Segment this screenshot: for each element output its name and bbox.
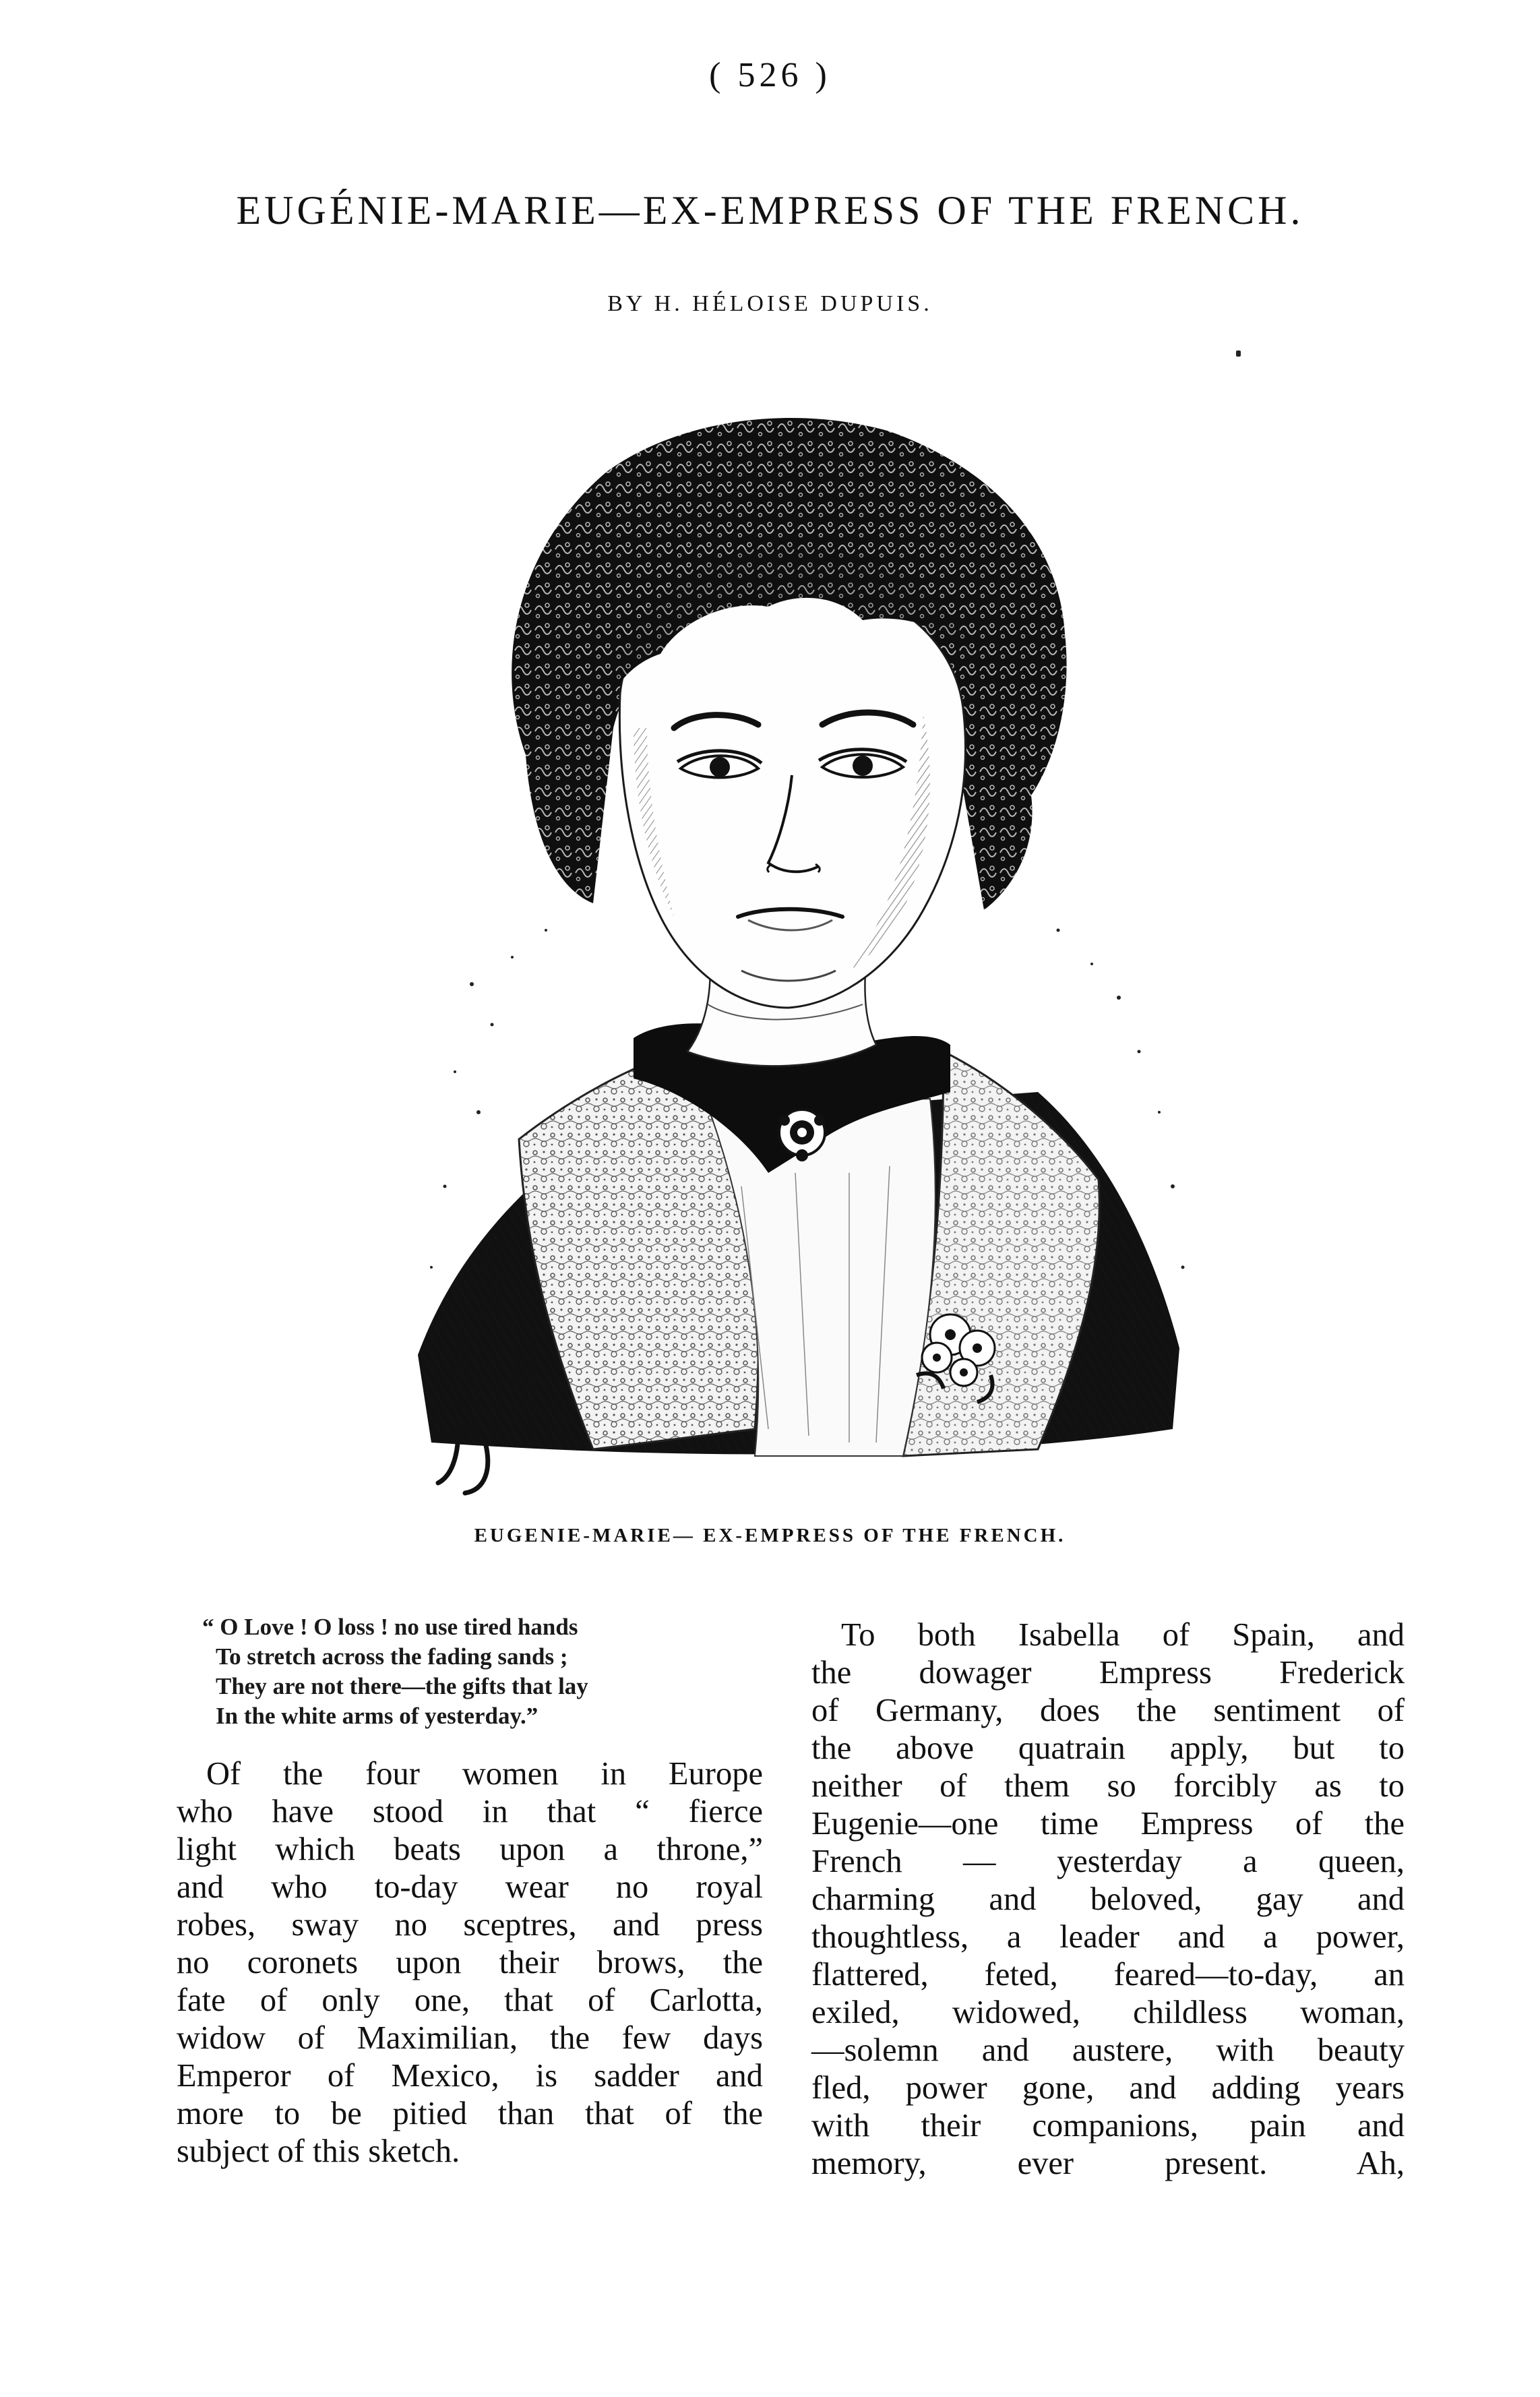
print-speck <box>1236 351 1241 357</box>
text-line: Of the four women in Europe <box>206 1756 763 1792</box>
text-line: who have stood in that “ fierce <box>177 1794 763 1829</box>
text-line: more to be pitied than that of the <box>177 2096 763 2131</box>
text-line: the dowager Empress Frederick <box>811 1655 1405 1691</box>
left-eye <box>677 751 762 778</box>
text-line: charming and beloved, gay and <box>811 1881 1405 1917</box>
quatrain-line: “ O Love ! O loss ! no use tired hands <box>202 1614 578 1640</box>
text-line: robes, sway no sceptres, and press <box>177 1907 763 1943</box>
portrait-caption: EUGENIE-MARIE— EX-EMPRESS OF THE FRENCH. <box>474 1525 1066 1546</box>
right-column <box>811 1616 1405 2183</box>
article-byline: BY H. HÉLOISE DUPUIS. <box>607 291 933 316</box>
text-line: Eugenie—one time Empress of the <box>811 1806 1405 1842</box>
text-line: no coronets upon their brows, the <box>177 1945 763 1980</box>
article-title: EUGÉNIE-MARIE—EX-EMPRESS OF THE FRENCH. <box>236 188 1304 233</box>
text-line: the above quatrain apply, but to <box>811 1730 1405 1766</box>
text-line: flattered, feted, feared—to-day, an <box>811 1957 1405 1993</box>
text-line: fled, power gone, and adding years <box>811 2070 1405 2106</box>
quatrain-line: They are not there—the gifts that lay <box>216 1673 588 1699</box>
right-eye <box>819 750 906 777</box>
quatrain-line: To stretch across the fading sands ; <box>216 1643 568 1670</box>
text-line: thoughtless, a leader and a power, <box>811 1919 1405 1955</box>
text-line: —solemn and austere, with beauty <box>811 2032 1405 2068</box>
text-line: memory, ever present. Ah, <box>811 2146 1405 2181</box>
text-line: and who to-day wear no royal <box>177 1869 763 1905</box>
text-line: light which beats upon a throne,” <box>177 1831 763 1867</box>
quatrain-line: In the white arms of yesterday.” <box>216 1703 538 1729</box>
text-line: Emperor of Mexico, is sadder and <box>177 2058 763 2094</box>
left-column <box>177 1612 763 2171</box>
text-line: French — yesterday a queen, <box>811 1844 1405 1879</box>
portrait-illustration <box>391 377 1200 1496</box>
page-number: ( 526 ) <box>709 56 831 94</box>
text-line: exiled, widowed, childless woman, <box>811 1995 1405 2030</box>
text-line: widow of Maximilian, the few days <box>177 2020 763 2056</box>
text-line: of Germany, does the sentiment of <box>811 1693 1405 1728</box>
epigraph-quatrain <box>202 1612 763 1731</box>
text-line: fate of only one, that of Carlotta, <box>177 1982 763 2018</box>
right-body-paragraph <box>811 1616 1405 2183</box>
text-line: To both Isabella of Spain, and <box>841 1617 1405 1653</box>
left-body-paragraph <box>177 1755 763 2171</box>
text-line: with their companions, pain and <box>811 2108 1405 2144</box>
text-line: neither of them so forcibly as to <box>811 1768 1405 1804</box>
text-line: subject of this sketch. <box>177 2133 460 2169</box>
